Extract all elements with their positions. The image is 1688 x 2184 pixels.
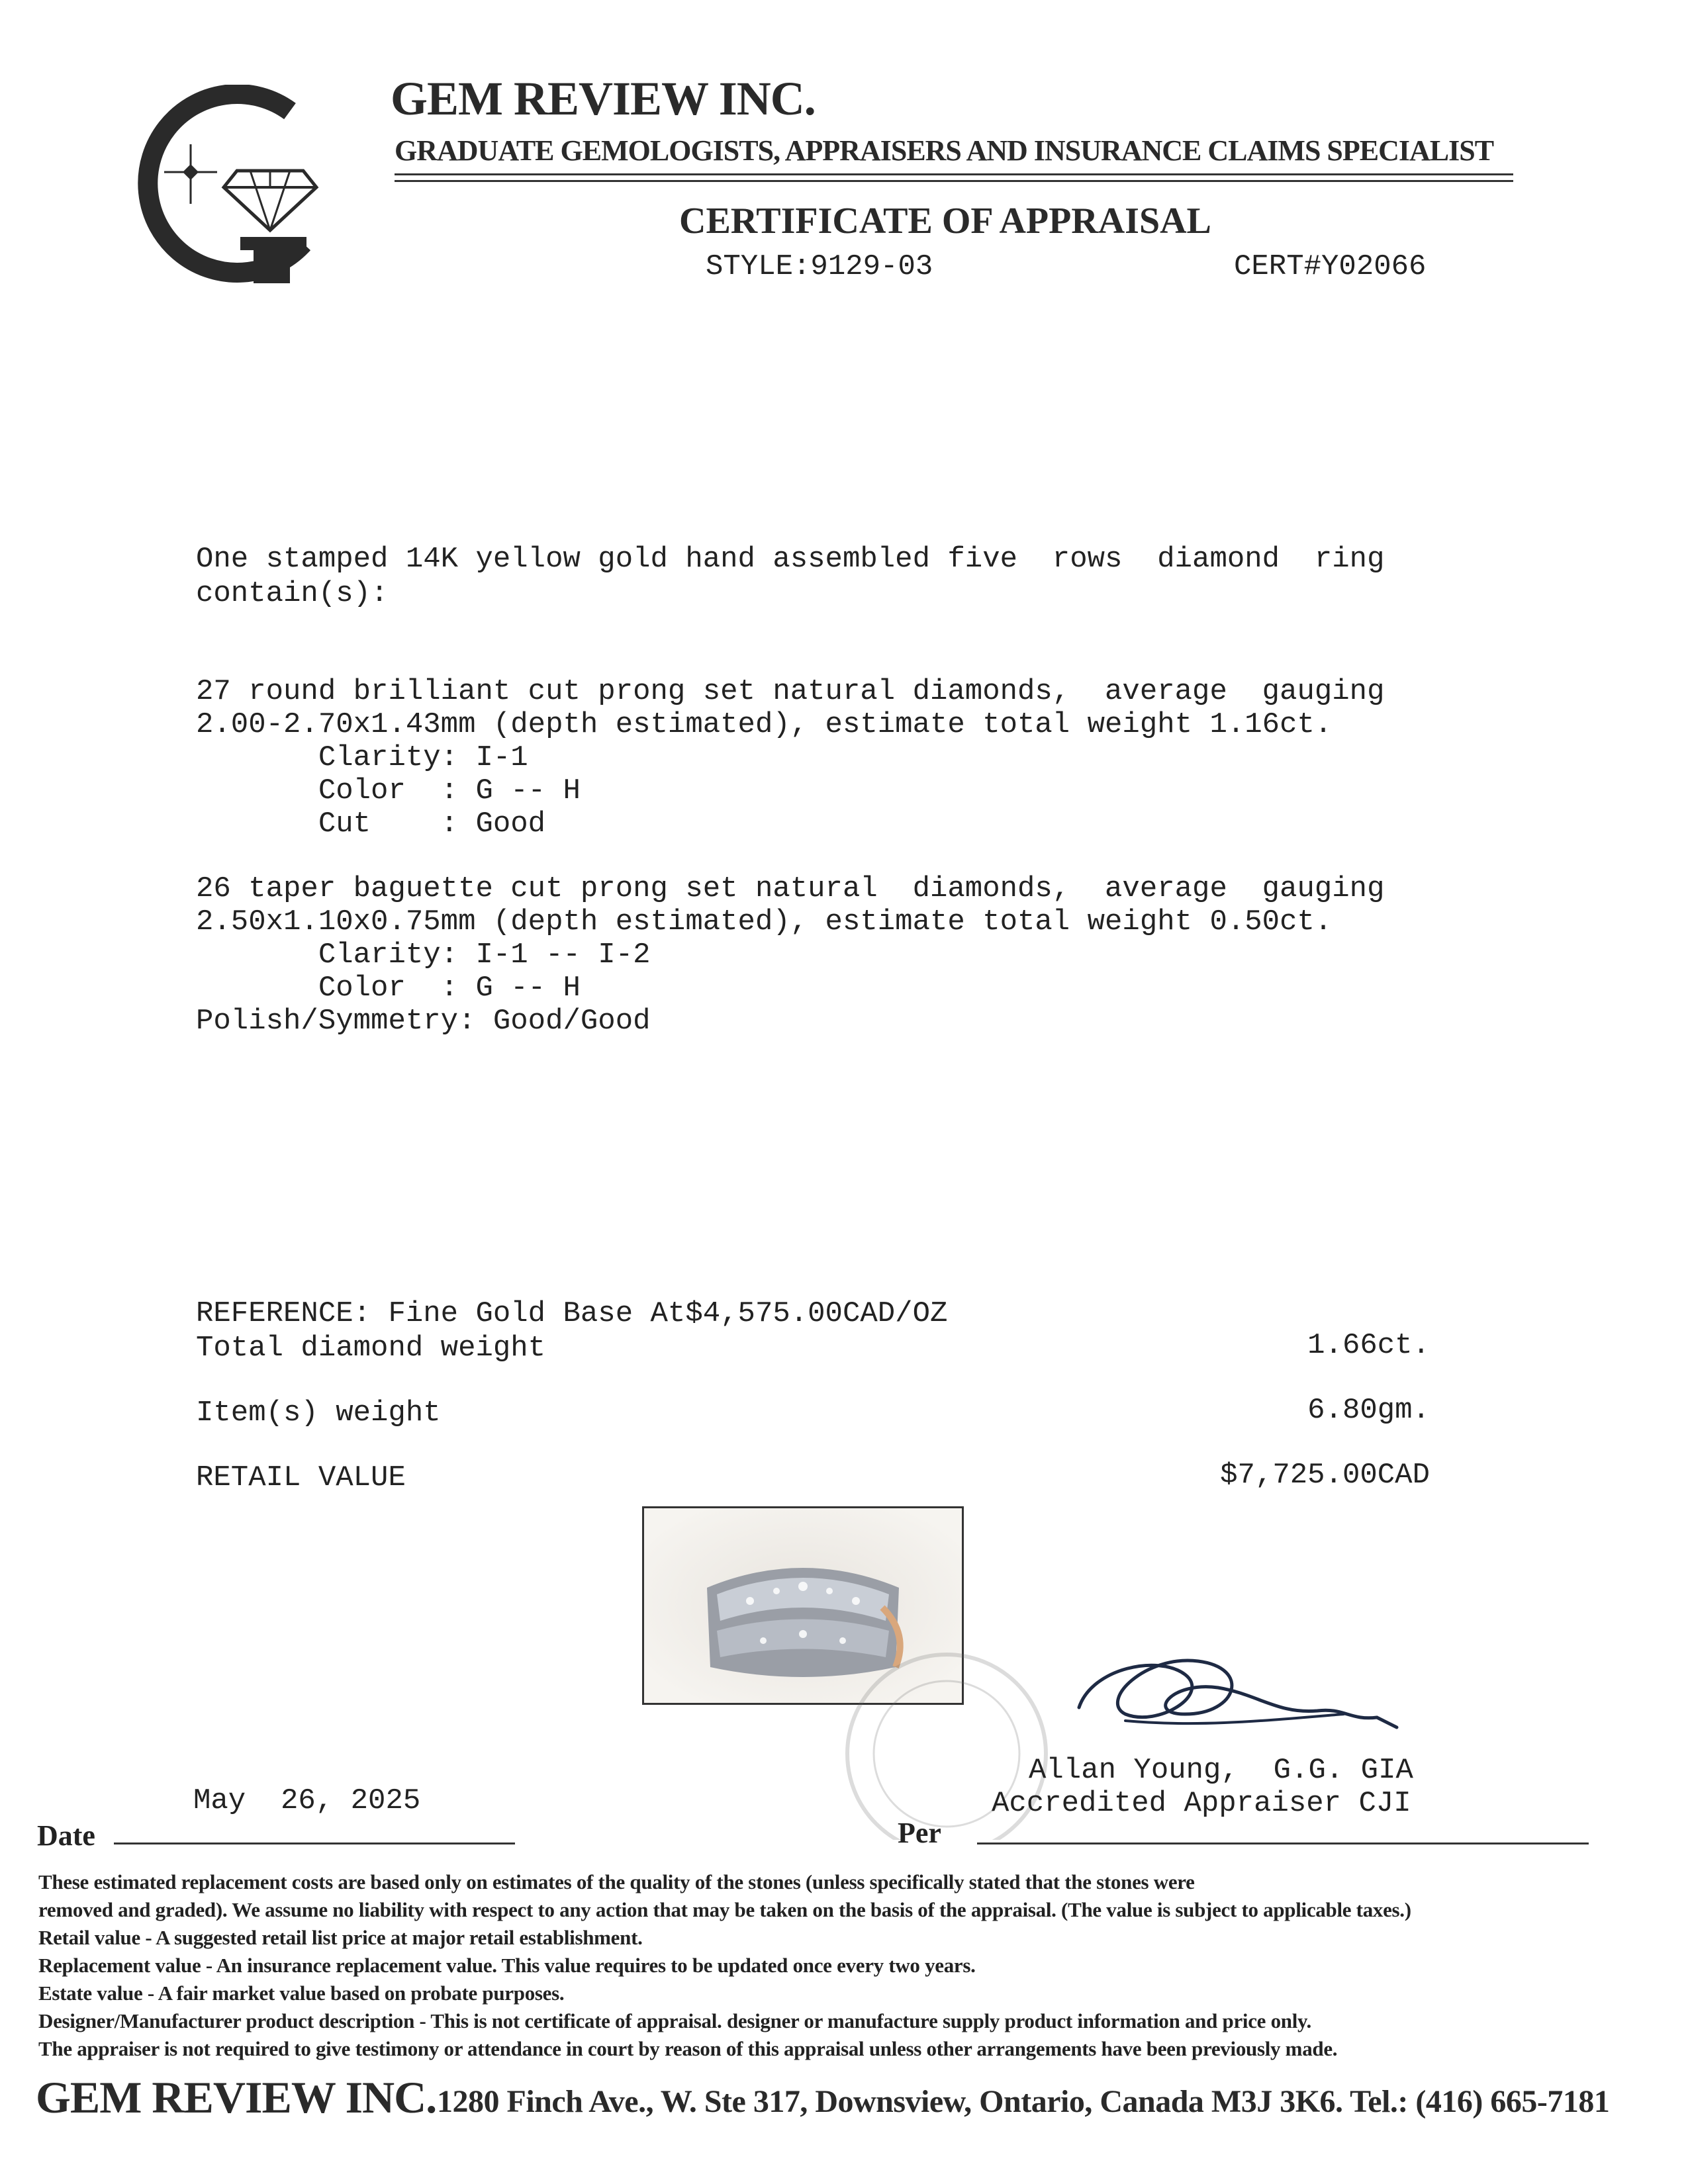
appraiser-name: Allan Young, G.G. GIA [1029, 1754, 1413, 1787]
footer-address: 1280 Finch Ave., W. Ste 317, Downsview, Ontario, Canada M3J 3K6. Tel.: (416) 665-7181 [437, 2084, 1610, 2119]
header-divider [395, 180, 1513, 182]
date-underline [114, 1843, 515, 1844]
footer-company-name: GEM REVIEW INC. [36, 2072, 437, 2122]
baguette-stones-description: 2.50x1.10x0.75mm (depth estimated), estimate total weight 0.50ct. [196, 905, 1333, 938]
disclaimer-line: The appraiser is not required to give testimony or attendance in court by reason of this appraisal unless other arrangements have been previously made. [38, 2037, 1338, 2060]
per-underline [977, 1843, 1589, 1844]
total-diamond-weight-value: 1.66ct. [1307, 1329, 1430, 1362]
disclaimer-line: Designer/Manufacturer product description - This is not certificate of appraisal. designer or manufacture supply product information and price only. [38, 2009, 1311, 2032]
reference-gold-price: REFERENCE: Fine Gold Base At$4,575.00CAD/OZ [196, 1297, 948, 1330]
disclaimer-line: Retail value - A suggested retail list price at major retail establishment. [38, 1926, 643, 1949]
certificate-number: CERT#Y02066 [1234, 250, 1427, 283]
certificate-title: CERTIFICATE OF APPRAISAL [679, 201, 1211, 242]
company-name: GEM REVIEW INC. [391, 72, 816, 125]
item-weight-value: 6.80gm. [1307, 1394, 1430, 1427]
style-number: STYLE:9129-03 [706, 250, 933, 283]
appraiser-title: Accredited Appraiser CJI [992, 1787, 1411, 1820]
retail-value-label: RETAIL VALUE [196, 1461, 406, 1494]
disclaimer-line: removed and graded). We assume no liability with respect to any action that may be taken on the basis of the appraisal. (The value is subject to applicable taxes.) [38, 1898, 1411, 1921]
disclaimer-line: Replacement value - An insurance replacement value. This value requires to be updated once every two years. [38, 1954, 976, 1977]
disclaimer-line: These estimated replacement costs are based only on estimates of the quality of the stones (unless specifically stated that the stones were [38, 1870, 1195, 1893]
round-stones-color: Color : G -- H [196, 774, 581, 807]
appraiser-signature [1066, 1628, 1410, 1747]
retail-value-amount: $7,725.00CAD [1220, 1459, 1430, 1492]
item-weight-label: Item(s) weight [196, 1396, 441, 1430]
baguette-stones-color: Color : G -- H [196, 972, 581, 1005]
diamond-icon [224, 171, 316, 230]
round-stones-cut: Cut : Good [196, 807, 546, 841]
item-description: One stamped 14K yellow gold hand assembled five rows diamond ring [196, 543, 1385, 576]
date-label: Date [37, 1819, 95, 1852]
per-label: Per [898, 1817, 941, 1849]
header-divider [395, 173, 1513, 175]
appraisal-date: May 26, 2025 [193, 1784, 421, 1817]
round-stones-description: 27 round brilliant cut prong set natural diamonds, average gauging [196, 675, 1385, 708]
baguette-stones-description: 26 taper baguette cut prong set natural diamonds, average gauging [196, 872, 1385, 905]
round-stones-description: 2.00-2.70x1.43mm (depth estimated), estimate total weight 1.16ct. [196, 708, 1333, 741]
company-tagline: GRADUATE GEMOLOGISTS, APPRAISERS AND INSURANCE CLAIMS SPECIALIST [395, 134, 1494, 167]
total-diamond-weight-label: Total diamond weight [196, 1332, 546, 1365]
company-logo [138, 85, 330, 283]
baguette-stones-clarity: Clarity: I-1 -- I-2 [196, 938, 651, 972]
polish-symmetry: Polish/Symmetry: Good/Good [196, 1005, 651, 1038]
disclaimer-line: Estate value - A fair market value based on probate purposes. [38, 1981, 565, 2005]
round-stones-clarity: Clarity: I-1 [196, 741, 528, 774]
item-description: contain(s): [196, 577, 389, 610]
